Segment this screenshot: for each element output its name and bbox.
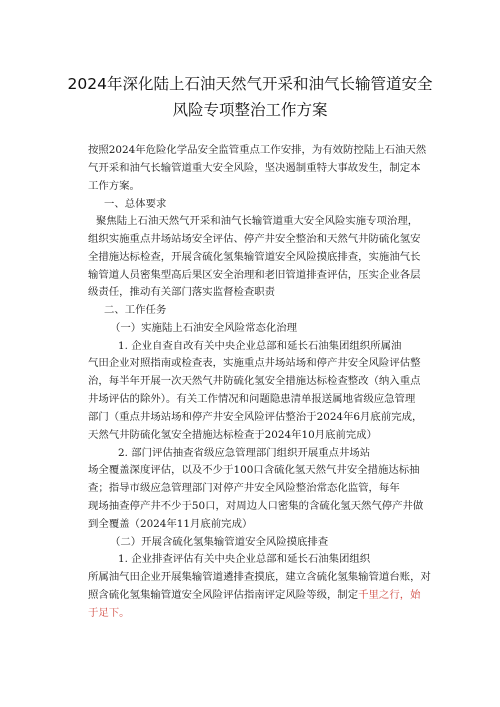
body-line-text: 工作方案。 xyxy=(88,180,140,192)
body-line xyxy=(110,535,414,549)
body-line-text: 2. 部门评估抽查省级应急管理部门组织开展重点井场站 xyxy=(118,447,371,459)
body-line-text: 气开采和油气长输管道重大安全风险，坚决遏制重特大事故发生，制定本 xyxy=(88,162,421,174)
highlighted-phrase: 千里之行，始 xyxy=(358,589,421,601)
body-line xyxy=(88,517,414,531)
body-line-text: 部门（重点井场站场和停产井安全风险评估整治于2024年6月底前完成， xyxy=(88,411,423,423)
body-line xyxy=(118,339,414,353)
body-line xyxy=(88,392,414,406)
body-line-text: 组织实施重点井场站场安全评估、停产井安全整治和天然气井防硫化氢安 xyxy=(88,233,421,245)
body-line xyxy=(88,179,414,193)
body-line xyxy=(88,356,421,370)
body-line-text: 现场抽查停产井不少于50口，对周边人口密集的含硫化氢天然气停产井做 xyxy=(88,500,424,512)
body-line-text: （二）开展含硫化氢集输管道安全风险摸底排查 xyxy=(110,536,329,548)
body-line-text: 一、总体要求 xyxy=(104,198,167,210)
body-line-text: 输管道人员密集型高后果区安全治理和老旧管道排查评估，压实企业各层 xyxy=(88,269,421,281)
body-line-text: 全措施达标检查，开展含硫化氢集输管道安全风险摸底排查，实施油气长 xyxy=(88,251,421,263)
body-line xyxy=(88,374,421,388)
highlighted-phrase-end: 于足下。 xyxy=(88,607,130,619)
body-line xyxy=(104,303,414,317)
body-line-text: 二、工作任务 xyxy=(104,304,167,316)
body-line xyxy=(88,481,414,495)
body-line xyxy=(88,268,421,282)
document-title-line-1: 2024年深化陆上石油天然气开采和油气长输管道安全 xyxy=(67,75,433,93)
body-line-text: 场全覆盖深度评估，以及不少于100口含硫化氢天然气井安全措施达标抽 xyxy=(88,464,420,476)
body-line-text: 级责任，推动有关部门落实监督检查职责 xyxy=(88,286,276,298)
body-line xyxy=(96,214,419,228)
body-line-text: 按照2024年危险化学品安全监管重点工作安排，为有效防控陆上石油天然 xyxy=(88,144,427,156)
body-line-text: 1. 企业排查评估有关中央企业总部和延长石油集团组织 xyxy=(118,553,371,565)
body-line-text: 气田企业对照指南或检查表，实施重点井场站场和停产井安全风险评估整 xyxy=(88,357,421,369)
body-line-text: （一）实施陆上石油安全风险常态化治理 xyxy=(110,322,298,334)
body-line xyxy=(88,588,421,602)
document-title-line-2: 风险专项整治工作方案 xyxy=(172,101,328,119)
body-line xyxy=(88,232,421,246)
body-line xyxy=(118,446,414,460)
body-line-text: 聚焦陆上石油天然气开采和油气长输管道重大安全风险实施专项治理， xyxy=(96,215,419,227)
body-line xyxy=(88,161,421,175)
body-line xyxy=(88,570,431,584)
body-line-text: 查；指导市级应急管理部门对停产井安全风险整治常态化监管，每年 xyxy=(88,482,400,494)
body-line xyxy=(110,321,414,335)
body-line xyxy=(88,143,427,157)
body-line xyxy=(88,499,424,513)
body-line-text: 到全覆盖（2024年11月底前完成） xyxy=(88,518,253,530)
body-line xyxy=(88,250,421,264)
body-line-text: 井场评估的除外）。有关工作情况和问题隐患清单报送属地省级应急管理 xyxy=(88,393,416,405)
body-line xyxy=(88,410,423,424)
body-line-text: 所属油气田企业开展集输管道遴排查摸底，建立含硫化氢集输管道台账，对 xyxy=(88,571,431,583)
body-line-text: 治，每半年开展一次天然气井防硫化氢安全措施达标检查整改（纳入重点 xyxy=(88,375,421,387)
body-line xyxy=(88,285,414,299)
body-line-text: 天然气井防硫化氢安全措施达标检查于2024年10月底前完成） xyxy=(88,429,378,441)
body-line xyxy=(104,197,414,211)
body-line xyxy=(88,428,414,442)
body-line-text: 1. 企业自查自改有关中央企业总部和延长石油集团组织所属油 xyxy=(118,340,402,352)
body-line-text: 照含硫化氢集输管道安全风险评估指南评定风险等级，制定 xyxy=(88,589,359,601)
body-line xyxy=(118,552,414,566)
body-line xyxy=(88,463,420,477)
